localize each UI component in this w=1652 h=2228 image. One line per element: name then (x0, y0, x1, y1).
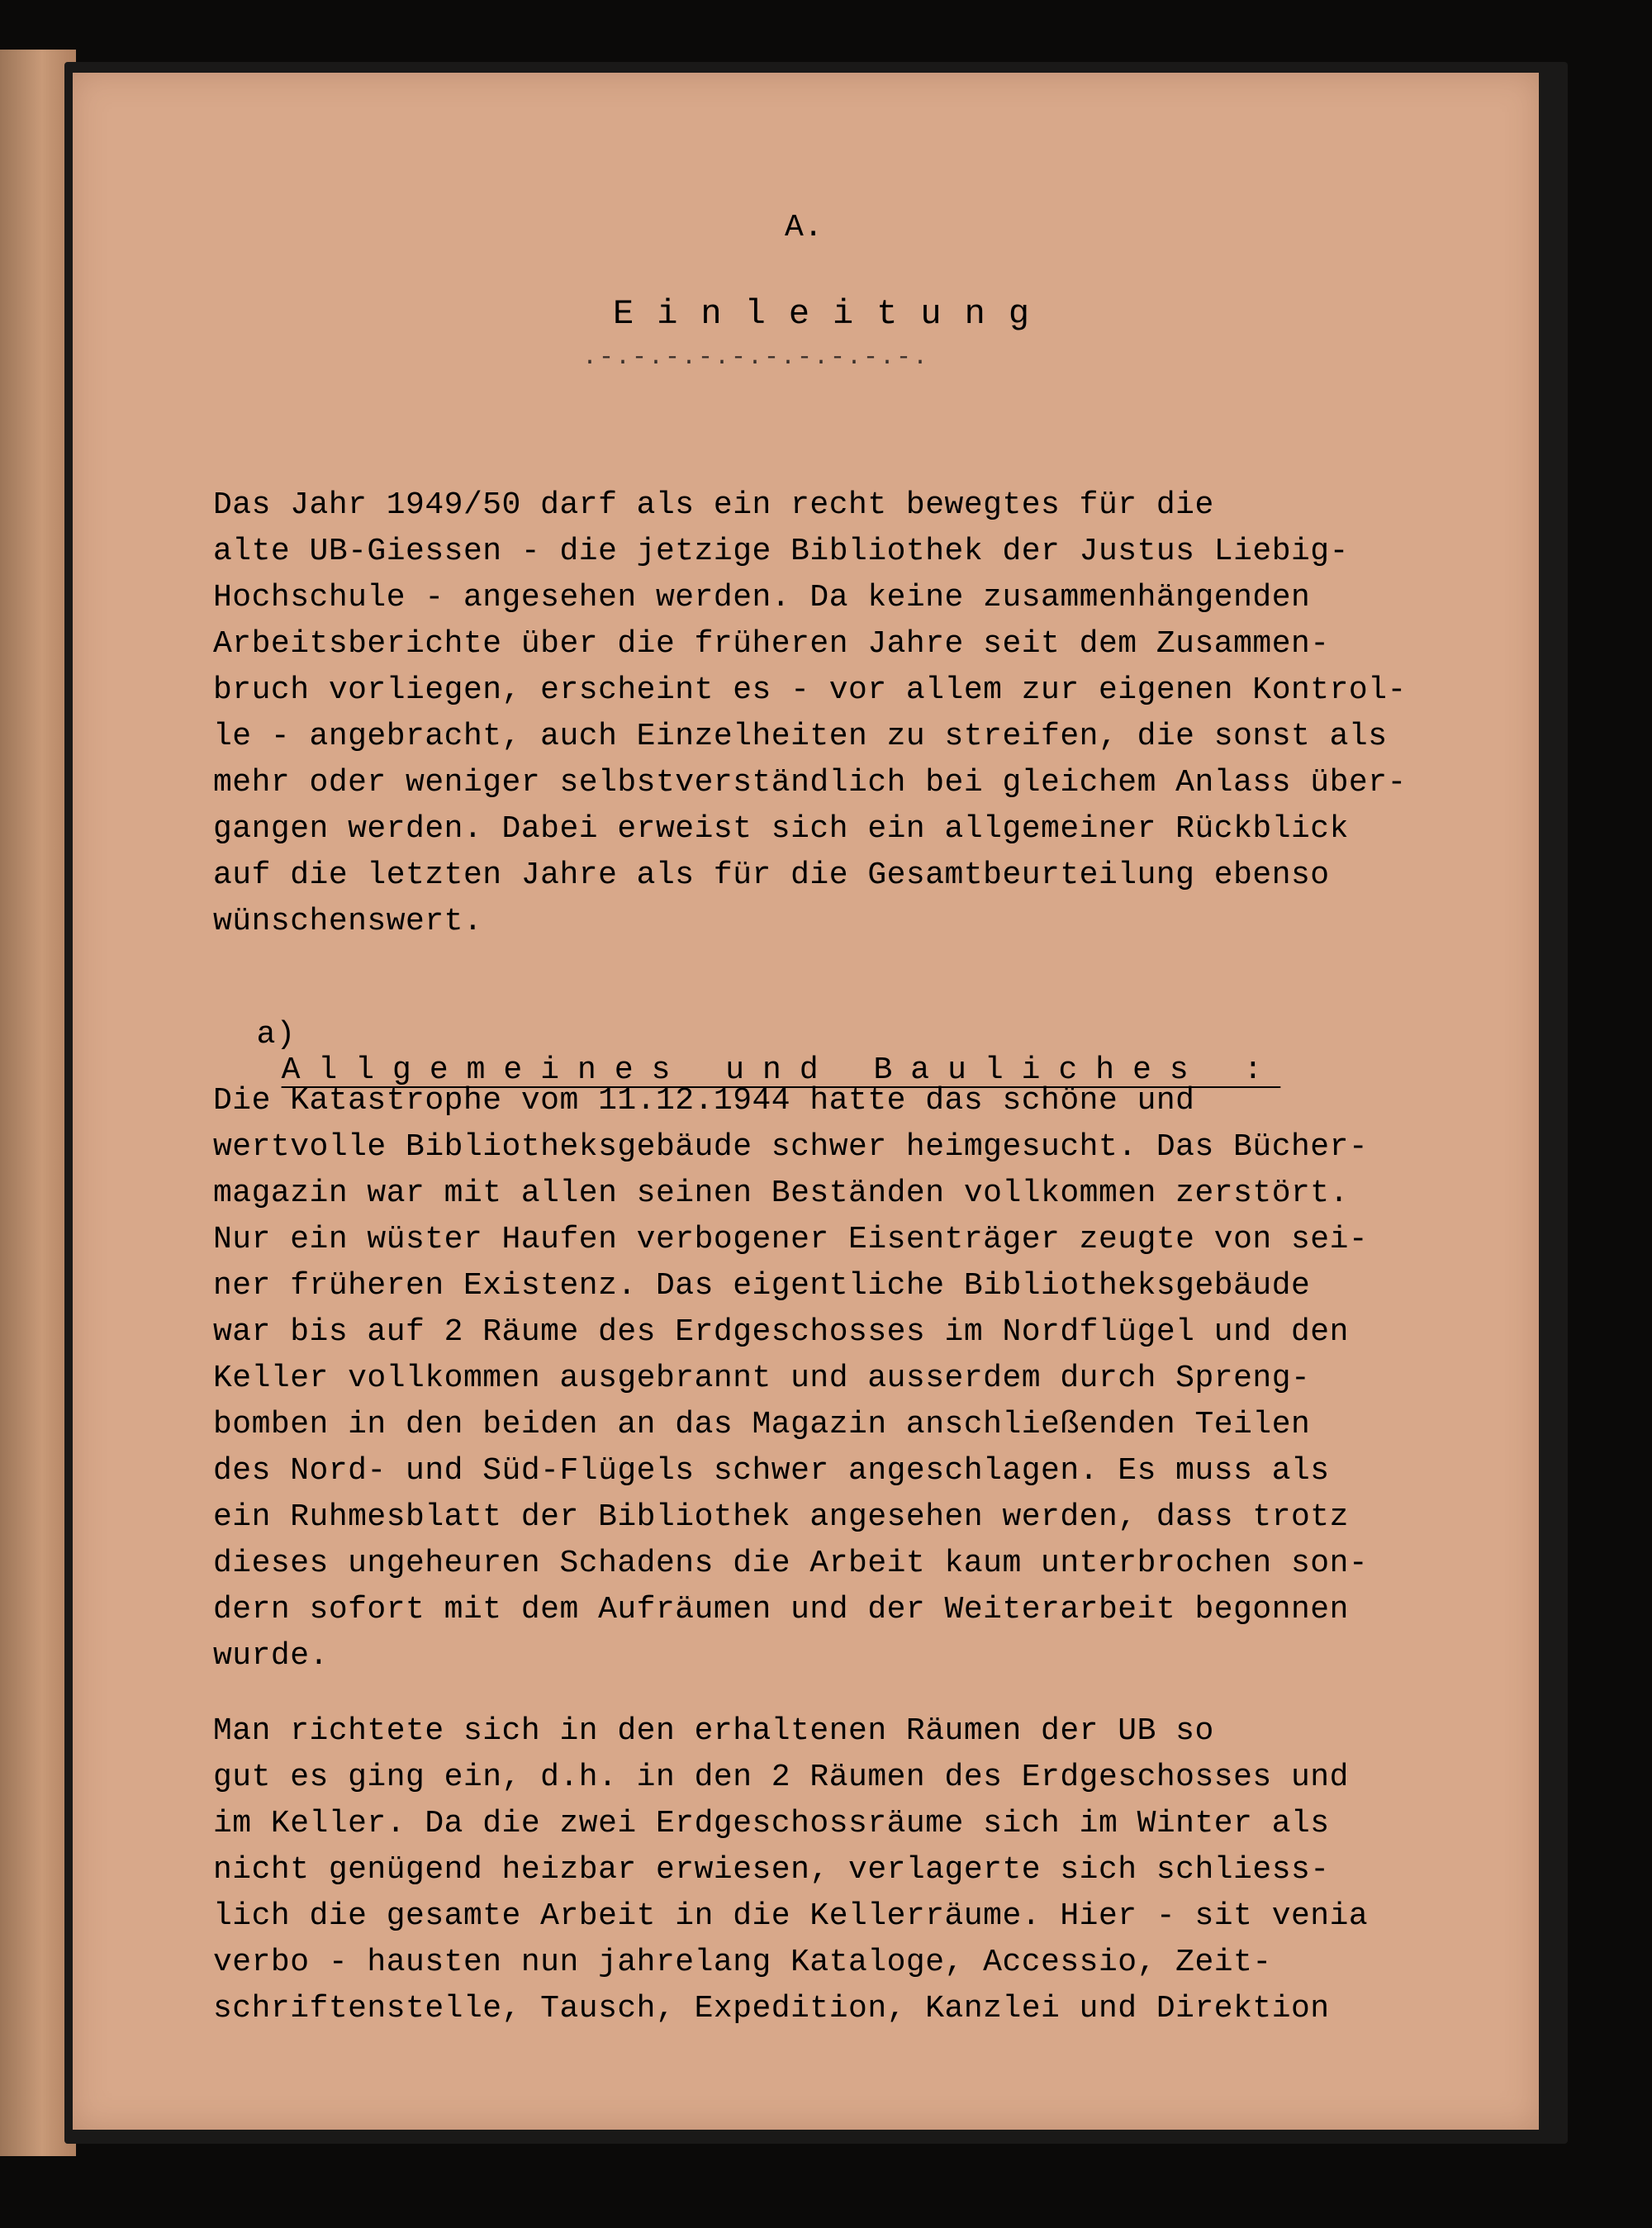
text-line: lich die gesamte Arbeit in die Kellerräume. Hier - sit venia (213, 1898, 1369, 1934)
text-line: Hochschule - angesehen werden. Da keine zusammenhängenden (213, 580, 1311, 615)
text-line: alte UB-Giessen - die jetzige Bibliothek der Justus Liebig- (213, 534, 1349, 569)
text-line: ein Ruhmesblatt der Bibliothek angesehen werden, dass trotz (213, 1499, 1349, 1535)
chapter-letter: A. (785, 210, 824, 245)
paragraph-catastrophe (213, 1078, 1368, 1679)
title-rule: .-.-.-.-.-.-.-.-.-.-. (582, 344, 930, 372)
text-line: verbo - hausten nun jahrelang Kataloge, Accessio, Zeit- (213, 1945, 1272, 1980)
section-label: a) (256, 1017, 297, 1052)
paragraph-cellar (213, 1708, 1368, 2032)
text-line: Man richtete sich in den erhaltenen Räumen der UB so (213, 1713, 1214, 1749)
text-line: war bis auf 2 Räume des Erdgeschosses im Nordflügel und den (213, 1314, 1349, 1350)
section-heading (219, 981, 1280, 1088)
text-line: wertvolle Bibliotheksgebäude schwer heimgesucht. Das Bücher- (213, 1129, 1369, 1165)
section-title: Allgemeines und Bauliches : (281, 1052, 1281, 1088)
text-line: wünschenswert. (213, 904, 483, 939)
text-line: auf die letzten Jahre als für die Gesamtbeurteilung ebenso (213, 857, 1330, 893)
text-line: im Keller. Da die zwei Erdgeschossräume sich im Winter als (213, 1806, 1330, 1841)
text-line: le - angebracht, auch Einzelheiten zu streifen, die sonst als (213, 719, 1388, 754)
text-line: des Nord- und Süd-Flügels schwer angeschlagen. Es muss als (213, 1453, 1330, 1489)
chapter-title: Einleitung (613, 294, 1053, 334)
text-line: gut es ging ein, d.h. in den 2 Räumen des Erdgeschosses und (213, 1760, 1349, 1795)
text-line: dern sofort mit dem Aufräumen und der Weiterarbeit begonnen (213, 1592, 1349, 1627)
intro-paragraph (213, 482, 1407, 945)
text-line: ner früheren Existenz. Das eigentliche Bibliotheksgebäude (213, 1268, 1311, 1304)
text-line: Keller vollkommen ausgebrannt und ausserdem durch Spreng- (213, 1361, 1311, 1396)
text-line: mehr oder weniger selbstverständlich bei gleichem Anlass über- (213, 765, 1407, 800)
text-line: gangen werden. Dabei erweist sich ein allgemeiner Rückblick (213, 811, 1349, 847)
text-line: magazin war mit allen seinen Beständen vollkommen zerstört. (213, 1176, 1349, 1211)
text-line: Das Jahr 1949/50 darf als ein recht bewegtes für die (213, 487, 1214, 523)
text-line: Nur ein wüster Haufen verbogener Eisenträger zeugte von sei- (213, 1222, 1369, 1257)
text-line: bomben in den beiden an das Magazin anschließenden Teilen (213, 1407, 1311, 1442)
text-line: dieses ungeheuren Schadens die Arbeit kaum unterbrochen son- (213, 1546, 1369, 1581)
text-line: bruch vorliegen, erscheint es - vor allem zur eigenen Kontrol- (213, 672, 1407, 708)
text-line: schriftenstelle, Tausch, Expedition, Kanzlei und Direktion (213, 1991, 1330, 2026)
text-line: wurde. (213, 1638, 329, 1674)
text-line: Die Katastrophe vom 11.12.1944 hatte das schöne und (213, 1083, 1195, 1119)
text-line: Arbeitsberichte über die früheren Jahre seit dem Zusammen- (213, 626, 1330, 662)
text-line: nicht genügend heizbar erwiesen, verlagerte sich schliess- (213, 1852, 1330, 1888)
